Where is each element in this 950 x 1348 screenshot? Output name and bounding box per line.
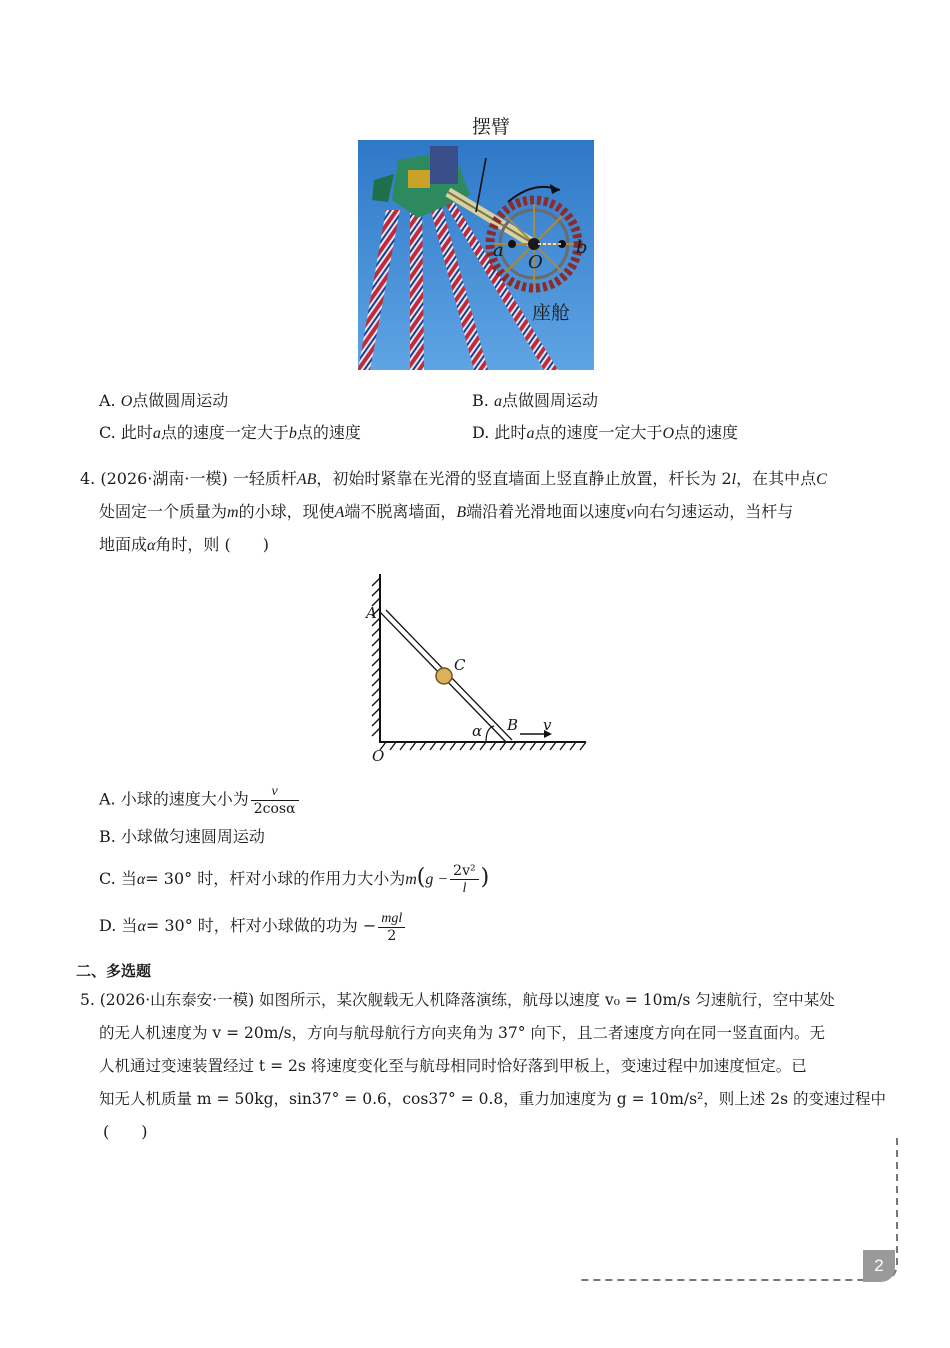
figure-point-b: b	[576, 237, 588, 258]
figure-label-arm: 摆臂	[472, 116, 511, 138]
q3-option-c: C. 此时a点的速度一定大于b点的速度	[99, 423, 361, 442]
diagram-label-o: O	[372, 747, 385, 765]
figure-point-a: a	[493, 240, 504, 261]
q4-stem-line1: 4. (2026·湖南·一模) 一轻质杆AB，初始时紧靠在光滑的竖直墙面上竖直静止放置，杆长为 2l，在其中点C	[80, 469, 827, 488]
figure-point-o: O	[528, 252, 543, 273]
q5-stem-line4: 知无人机质量 m = 50kg，sin37° = 0.6，cos37° = 0.8，重力加速度为 g = 10m/s²，则上述 2s 的变速过程中	[99, 1090, 886, 1108]
q3-option-a: A. O点做圆周运动	[99, 391, 229, 410]
diagram-label-v: v	[543, 716, 552, 734]
q5-stem-line5: ( )	[103, 1122, 148, 1141]
q4-option-d: D. 当α= 30° 时，杆对小球做的功为 − $\frac{\text{mgl}}{2}$	[99, 908, 407, 945]
page-number: 2	[863, 1250, 895, 1282]
q4-option-a: A. 小球的速度大小为 $\frac{v}{2\cos\alpha}$	[99, 783, 301, 817]
section-title-multi-choice: 二、多选题	[76, 962, 152, 980]
figure-label-cabin: 座舱	[532, 302, 571, 324]
q5-stem-line3: 人机通过变速装置经过 t = 2s 将速度变化至与航母相同时恰好落到甲板上，变速过程中加速度恒定。已	[99, 1057, 807, 1075]
diagram-label-b: B	[507, 716, 519, 734]
q4-option-b: B. 小球做匀速圆周运动	[99, 827, 265, 846]
diagram-label-a: A	[366, 604, 377, 622]
q5-stem-line2: 的无人机速度为 v = 20m/s，方向与航母航行方向夹角为 37° 向下，且二者速度方向在同一竖直面内。无	[99, 1024, 825, 1042]
q3-option-b: B. a点做圆周运动	[472, 391, 598, 410]
q4-stem-line2: 处固定一个质量为m的小球，现使A端不脱离墙面，B端沿着光滑地面以速度v向右匀速运动，当杆与	[99, 502, 794, 521]
q3-option-d: D. 此时a点的速度一定大于O点的速度	[472, 423, 739, 442]
q5-stem-line1: 5. (2026·山东泰安·一模) 如图所示，某次舰载无人机降落演练，航母以速度 v₀ = 10m/s 匀速航行，空中某处	[80, 991, 835, 1009]
q4-option-c: C. 当α= 30° 时，杆对小球的作用力大小为m(g − $\frac{\text{2v²}}{l}$ )	[99, 862, 490, 896]
diagram-label-c: C	[454, 656, 466, 674]
diagram-label-alpha: α	[472, 722, 483, 740]
q4-stem-line3: 地面成α角时，则 ( )	[99, 535, 269, 554]
